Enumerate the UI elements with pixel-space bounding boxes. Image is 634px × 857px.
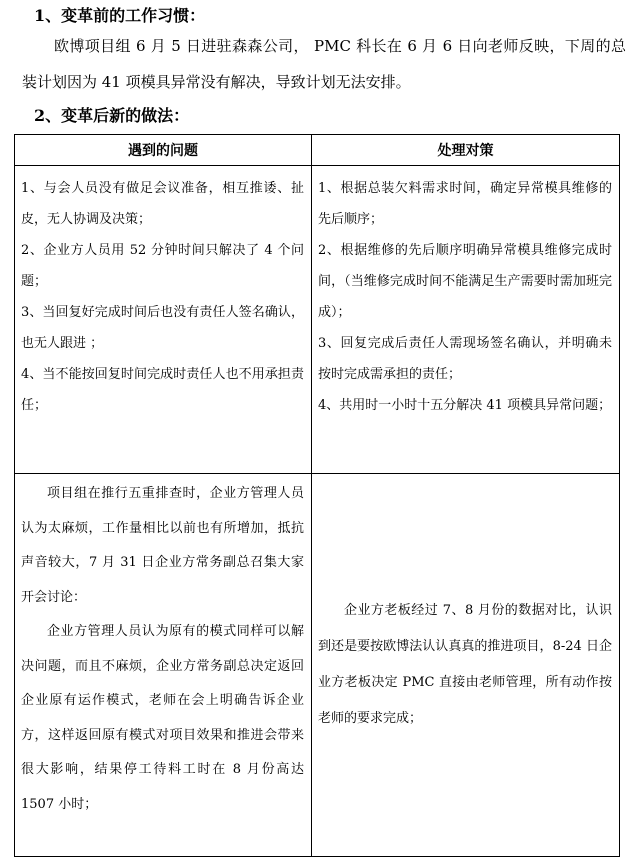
row2-problems-cell — [15, 474, 312, 857]
section2-heading: 2、变革后新的做法： — [34, 106, 190, 125]
row1-countermeasures-cell — [312, 166, 620, 474]
row1-problem-3: 3、当回复好完成时间后也没有责任人签名确认，也无人跟进 ； — [21, 305, 304, 351]
problem-countermeasure-table — [14, 134, 620, 857]
section1-paragraph: 欧博项目组 6 月 5 日进驻森森公司， PMC 科长在 6 月 6 日向老师反映，下周的总装计划因为 41 项模具异常没有解决，导致计划无法安排。 — [22, 37, 626, 91]
table-row — [15, 474, 620, 857]
row1-problems-cell — [15, 166, 312, 474]
row1-countermeasure-3: 3、回复完成后责任人需现场签名确认，并明确未按时完成需承担的责任； — [318, 336, 612, 382]
row1-countermeasure-4: 4、共用时一小时十五分解决 41 项模具异常问题； — [318, 398, 612, 413]
table-header-row — [15, 135, 620, 166]
header-countermeasures: 处理对策 — [312, 135, 620, 166]
row1-problem-1: 1、与会人员没有做足会议准备，相互推诿、扯皮，无人协调及决策； — [21, 181, 304, 227]
row1-countermeasure-1: 1、根据总装欠料需求时间，确定异常模具维修的先后顺序； — [318, 181, 612, 227]
row2-problem-para-1: 项目组在推行五重排查时，企业方管理人员认为太麻烦，工作量相比以前也有所增加，抵抗声音较大，7 月 31 日企业方常务副总召集大家开会讨论： — [21, 486, 304, 605]
table-row — [15, 166, 620, 474]
row1-problem-2: 2、企业方人员用 52 分钟时间只解决了 4 个问题； — [21, 243, 304, 289]
header-problems: 遇到的问题 — [15, 135, 312, 166]
row2-countermeasure-para: 企业方老板经过 7、8 月份的数据对比，认识到还是要按欧博法认认真真的推进项目，8-24 日企业方老板决定 PMC 直接由老师管理，所有动作按老师的要求完成； — [318, 603, 612, 726]
section1-heading: 1、变革前的工作习惯： — [34, 6, 206, 25]
row1-problem-4: 4、当不能按回复时间完成时责任人也不用承担责任； — [21, 367, 304, 413]
row2-countermeasures-cell — [312, 474, 620, 857]
row1-countermeasure-2: 2、根据维修的先后顺序明确异常模具维修完成时间，（当维修完成时间不能满足生产需要时需加班完成）； — [318, 243, 612, 320]
row2-problem-para-2: 企业方管理人员认为原有的模式同样可以解决问题，而且不麻烦，企业方常务副总决定返回企业原有运作模式，老师在会上明确告诉企业方，这样返回原有模式对项目效果和推进会带来很大影响，结果停工待料工时在 8 月份高达 1507 小时； — [21, 624, 304, 812]
